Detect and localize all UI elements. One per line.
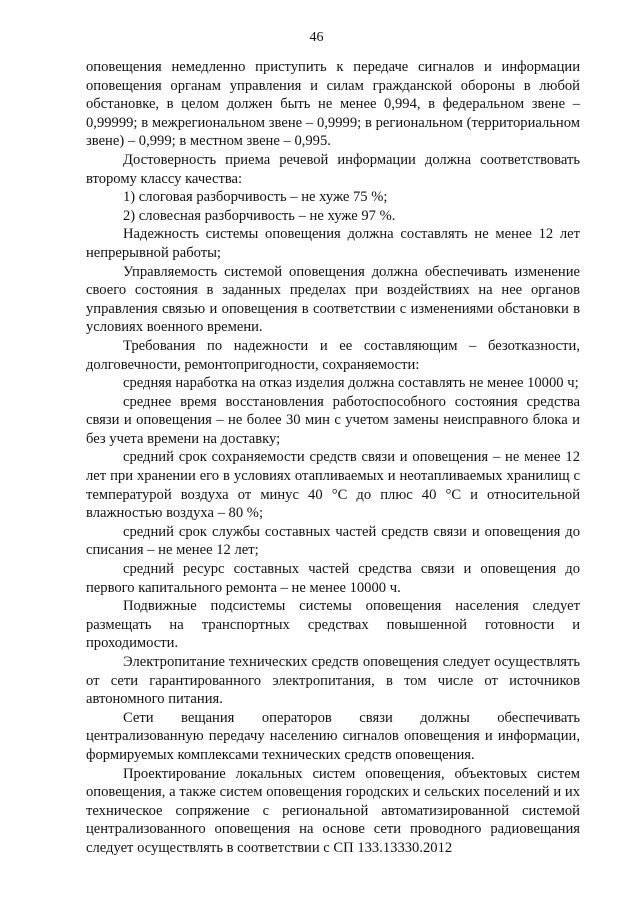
paragraph: Проектирование локальных систем оповещения, объектовых систем оповещения, а также систем оповещения городских и сельских поселений и их техническое сопряжение с региональной автоматизированной системой централизованного оповещения на основе сети проводного радиовещания следует осуществлять в соответствии с СП 133.13330.2012 xyxy=(86,765,580,856)
list-item: 1) слоговая разборчивость – не хуже 75 %; xyxy=(123,189,388,206)
list-item: 2) словесная разборчивость – не хуже 97 %. xyxy=(123,207,396,224)
list-item: средняя наработка на отказ изделия должна составлять не менее 10000 ч; xyxy=(123,375,579,392)
list-item: среднее время восстановления работоспособного состояния средства связи и оповещения – не более 30 мин с учетом замены неисправного блока и без учета времени на доставку; xyxy=(86,393,580,447)
paragraph: Электропитание технических средств оповещения следует осуществлять от сети гарантированного электропитания, в том числе от источников автономного питания. xyxy=(86,654,580,708)
page-number: 46 xyxy=(309,30,324,45)
paragraph: Достоверность приема речевой информации должна соответствовать второму классу качества: xyxy=(86,151,580,187)
paragraph: Сети вещания операторов связи должны обеспечивать централизованную передачу населению сигналов оповещения и информации, формируемых комплексами технических средств оповещения. xyxy=(86,709,580,763)
list-item: средний ресурс составных частей средства связи и оповещения до первого капитального ремонта – не менее 10000 ч. xyxy=(86,561,580,596)
paragraph: Подвижные подсистемы системы оповещения населения следует размещать на транспортных средствах повышенной готовности и проходимости. xyxy=(86,598,580,652)
list-item: средний срок службы составных частей средств связи и оповещения до списания – не менее 12 лет; xyxy=(86,523,580,559)
paragraph: Надежность системы оповещения должна составлять не менее 12 лет непрерывной работы; xyxy=(86,226,580,261)
body-text xyxy=(86,58,580,858)
paragraph-continuation: оповещения немедленно приступить к передаче сигналов и информации оповещения органам управления и силам гражданской обороны в любой обстановке, в целом должен быть не менее 0,994, в федеральном звене – 0,99999; в межрегиональном звене – 0,9999; в региональном (территориальном звене) – 0,999; в местном звене – 0,995. xyxy=(86,59,580,150)
paragraph: Требования по надежности и ее составляющим – безотказности, долговечности, ремонтопригодности, сохраняемости: xyxy=(86,337,580,373)
paragraph: Управляемость системой оповещения должна обеспечивать изменение своего состояния в заданных пределах при воздействиях на нее органов управления связью и оповещения в соответствии с изменениями обстановки в условиях военного времени. xyxy=(86,263,580,336)
list-item: средний срок сохраняемости средств связи и оповещения – не менее 12 лет при хранении его в условиях отапливаемых и неотапливаемых хранилищ с температурой воздуха от минус 40 °С до плюс 40 °С и относительной влажностью воздуха – 80 %; xyxy=(86,449,580,522)
